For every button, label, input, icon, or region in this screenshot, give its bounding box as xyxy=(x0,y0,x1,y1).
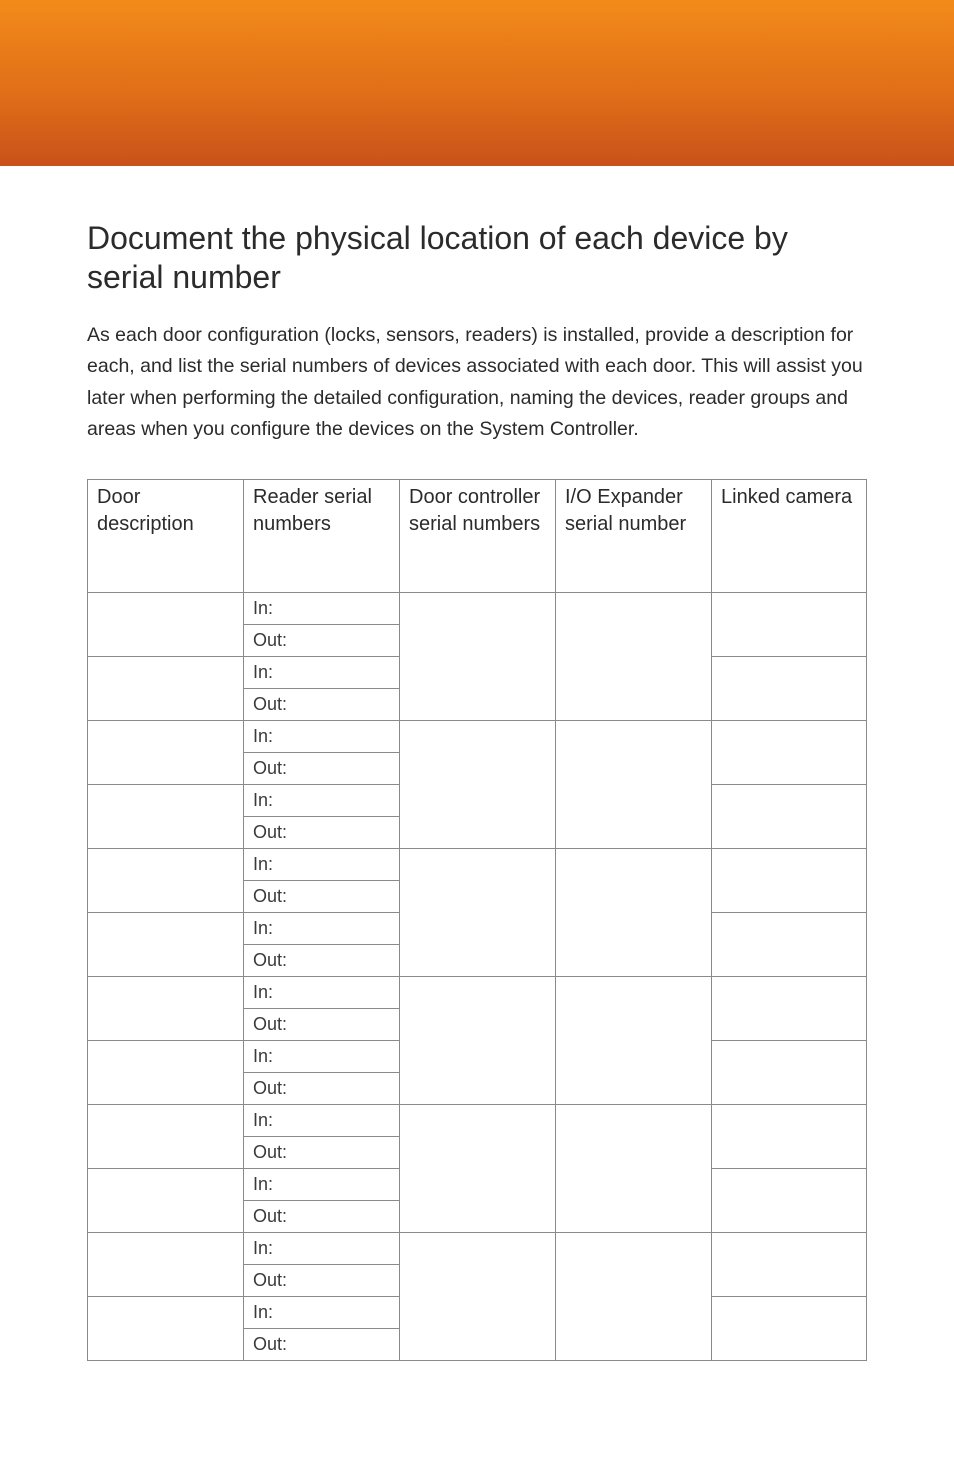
linked-camera-cell[interactable] xyxy=(712,785,867,849)
io-expander-cell[interactable] xyxy=(556,1105,712,1233)
table-row xyxy=(88,1105,867,1137)
reader-out-cell[interactable]: Out: xyxy=(244,1329,400,1361)
linked-camera-cell[interactable] xyxy=(712,593,867,657)
reader-in-cell[interactable]: In: xyxy=(244,1105,400,1137)
header-reader-serial-numbers: Reader serial numbers xyxy=(244,480,400,593)
table-row xyxy=(88,1233,867,1265)
reader-in-cell[interactable]: In: xyxy=(244,1041,400,1073)
reader-in-cell[interactable]: In: xyxy=(244,1297,400,1329)
door-description-cell[interactable] xyxy=(88,593,244,657)
reader-out-cell[interactable]: Out: xyxy=(244,1009,400,1041)
door-controller-cell[interactable] xyxy=(400,721,556,849)
door-controller-cell[interactable] xyxy=(400,977,556,1105)
io-expander-cell[interactable] xyxy=(556,977,712,1105)
header-door-controller-serial-numbers: Door controller serial numbers xyxy=(400,480,556,593)
reader-in-cell[interactable]: In: xyxy=(244,785,400,817)
reader-out-cell[interactable]: Out: xyxy=(244,1073,400,1105)
linked-camera-cell[interactable] xyxy=(712,721,867,785)
header-door-description: Door description xyxy=(88,480,244,593)
door-description-cell[interactable] xyxy=(88,1297,244,1361)
table-row xyxy=(88,721,867,753)
linked-camera-cell[interactable] xyxy=(712,1233,867,1297)
reader-out-cell[interactable]: Out: xyxy=(244,625,400,657)
table-body xyxy=(88,593,867,1361)
reader-in-cell[interactable]: In: xyxy=(244,721,400,753)
page-title: Document the physical location of each device by serial number xyxy=(87,220,788,295)
header-io-expander-serial-number: I/O Expander serial number xyxy=(556,480,712,593)
reader-out-cell[interactable]: Out: xyxy=(244,881,400,913)
door-description-cell[interactable] xyxy=(88,1041,244,1105)
linked-camera-cell[interactable] xyxy=(712,1105,867,1169)
reader-out-cell[interactable]: Out: xyxy=(244,689,400,721)
reader-in-cell[interactable]: In: xyxy=(244,913,400,945)
reader-in-cell[interactable]: In: xyxy=(244,977,400,1009)
door-controller-cell[interactable] xyxy=(400,593,556,721)
door-description-cell[interactable] xyxy=(88,849,244,913)
intro-paragraph: As each door configuration (locks, sensors, readers) is installed, provide a description for each, and list the serial numbers of devices associated with each door. This will assist you later when performing the detailed configuration, naming the devices, reader groups and areas when you configure the devices on the System Controller. xyxy=(87,324,863,440)
io-expander-cell[interactable] xyxy=(556,849,712,977)
reader-out-cell[interactable]: Out: xyxy=(244,1201,400,1233)
io-expander-cell[interactable] xyxy=(556,721,712,849)
linked-camera-cell[interactable] xyxy=(712,657,867,721)
reader-in-cell[interactable]: In: xyxy=(244,849,400,881)
io-expander-cell[interactable] xyxy=(556,1233,712,1361)
door-description-cell[interactable] xyxy=(88,657,244,721)
reader-out-cell[interactable]: Out: xyxy=(244,1265,400,1297)
reader-out-cell[interactable]: Out: xyxy=(244,945,400,977)
reader-in-cell[interactable]: In: xyxy=(244,1169,400,1201)
door-description-cell[interactable] xyxy=(88,977,244,1041)
door-description-cell[interactable] xyxy=(88,785,244,849)
reader-in-cell[interactable]: In: xyxy=(244,657,400,689)
reader-out-cell[interactable]: Out: xyxy=(244,753,400,785)
door-controller-cell[interactable] xyxy=(400,849,556,977)
linked-camera-cell[interactable] xyxy=(712,913,867,977)
door-description-cell[interactable] xyxy=(88,1233,244,1297)
device-location-table xyxy=(87,479,867,1361)
door-description-cell[interactable] xyxy=(88,1169,244,1233)
door-description-cell[interactable] xyxy=(88,1105,244,1169)
reader-in-cell[interactable]: In: xyxy=(244,1233,400,1265)
door-controller-cell[interactable] xyxy=(400,1233,556,1361)
reader-out-cell[interactable]: Out: xyxy=(244,817,400,849)
table-row xyxy=(88,977,867,1009)
reader-in-cell[interactable]: In: xyxy=(244,593,400,625)
table-row xyxy=(88,849,867,881)
header-linked-camera: Linked camera xyxy=(712,480,867,593)
door-description-cell[interactable] xyxy=(88,721,244,785)
linked-camera-cell[interactable] xyxy=(712,1297,867,1361)
table-row xyxy=(88,593,867,625)
linked-camera-cell[interactable] xyxy=(712,849,867,913)
linked-camera-cell[interactable] xyxy=(712,1041,867,1105)
door-controller-cell[interactable] xyxy=(400,1105,556,1233)
header-banner xyxy=(0,0,954,166)
linked-camera-cell[interactable] xyxy=(712,977,867,1041)
door-description-cell[interactable] xyxy=(88,913,244,977)
io-expander-cell[interactable] xyxy=(556,593,712,721)
linked-camera-cell[interactable] xyxy=(712,1169,867,1233)
table-header-row xyxy=(88,480,867,593)
reader-out-cell[interactable]: Out: xyxy=(244,1137,400,1169)
